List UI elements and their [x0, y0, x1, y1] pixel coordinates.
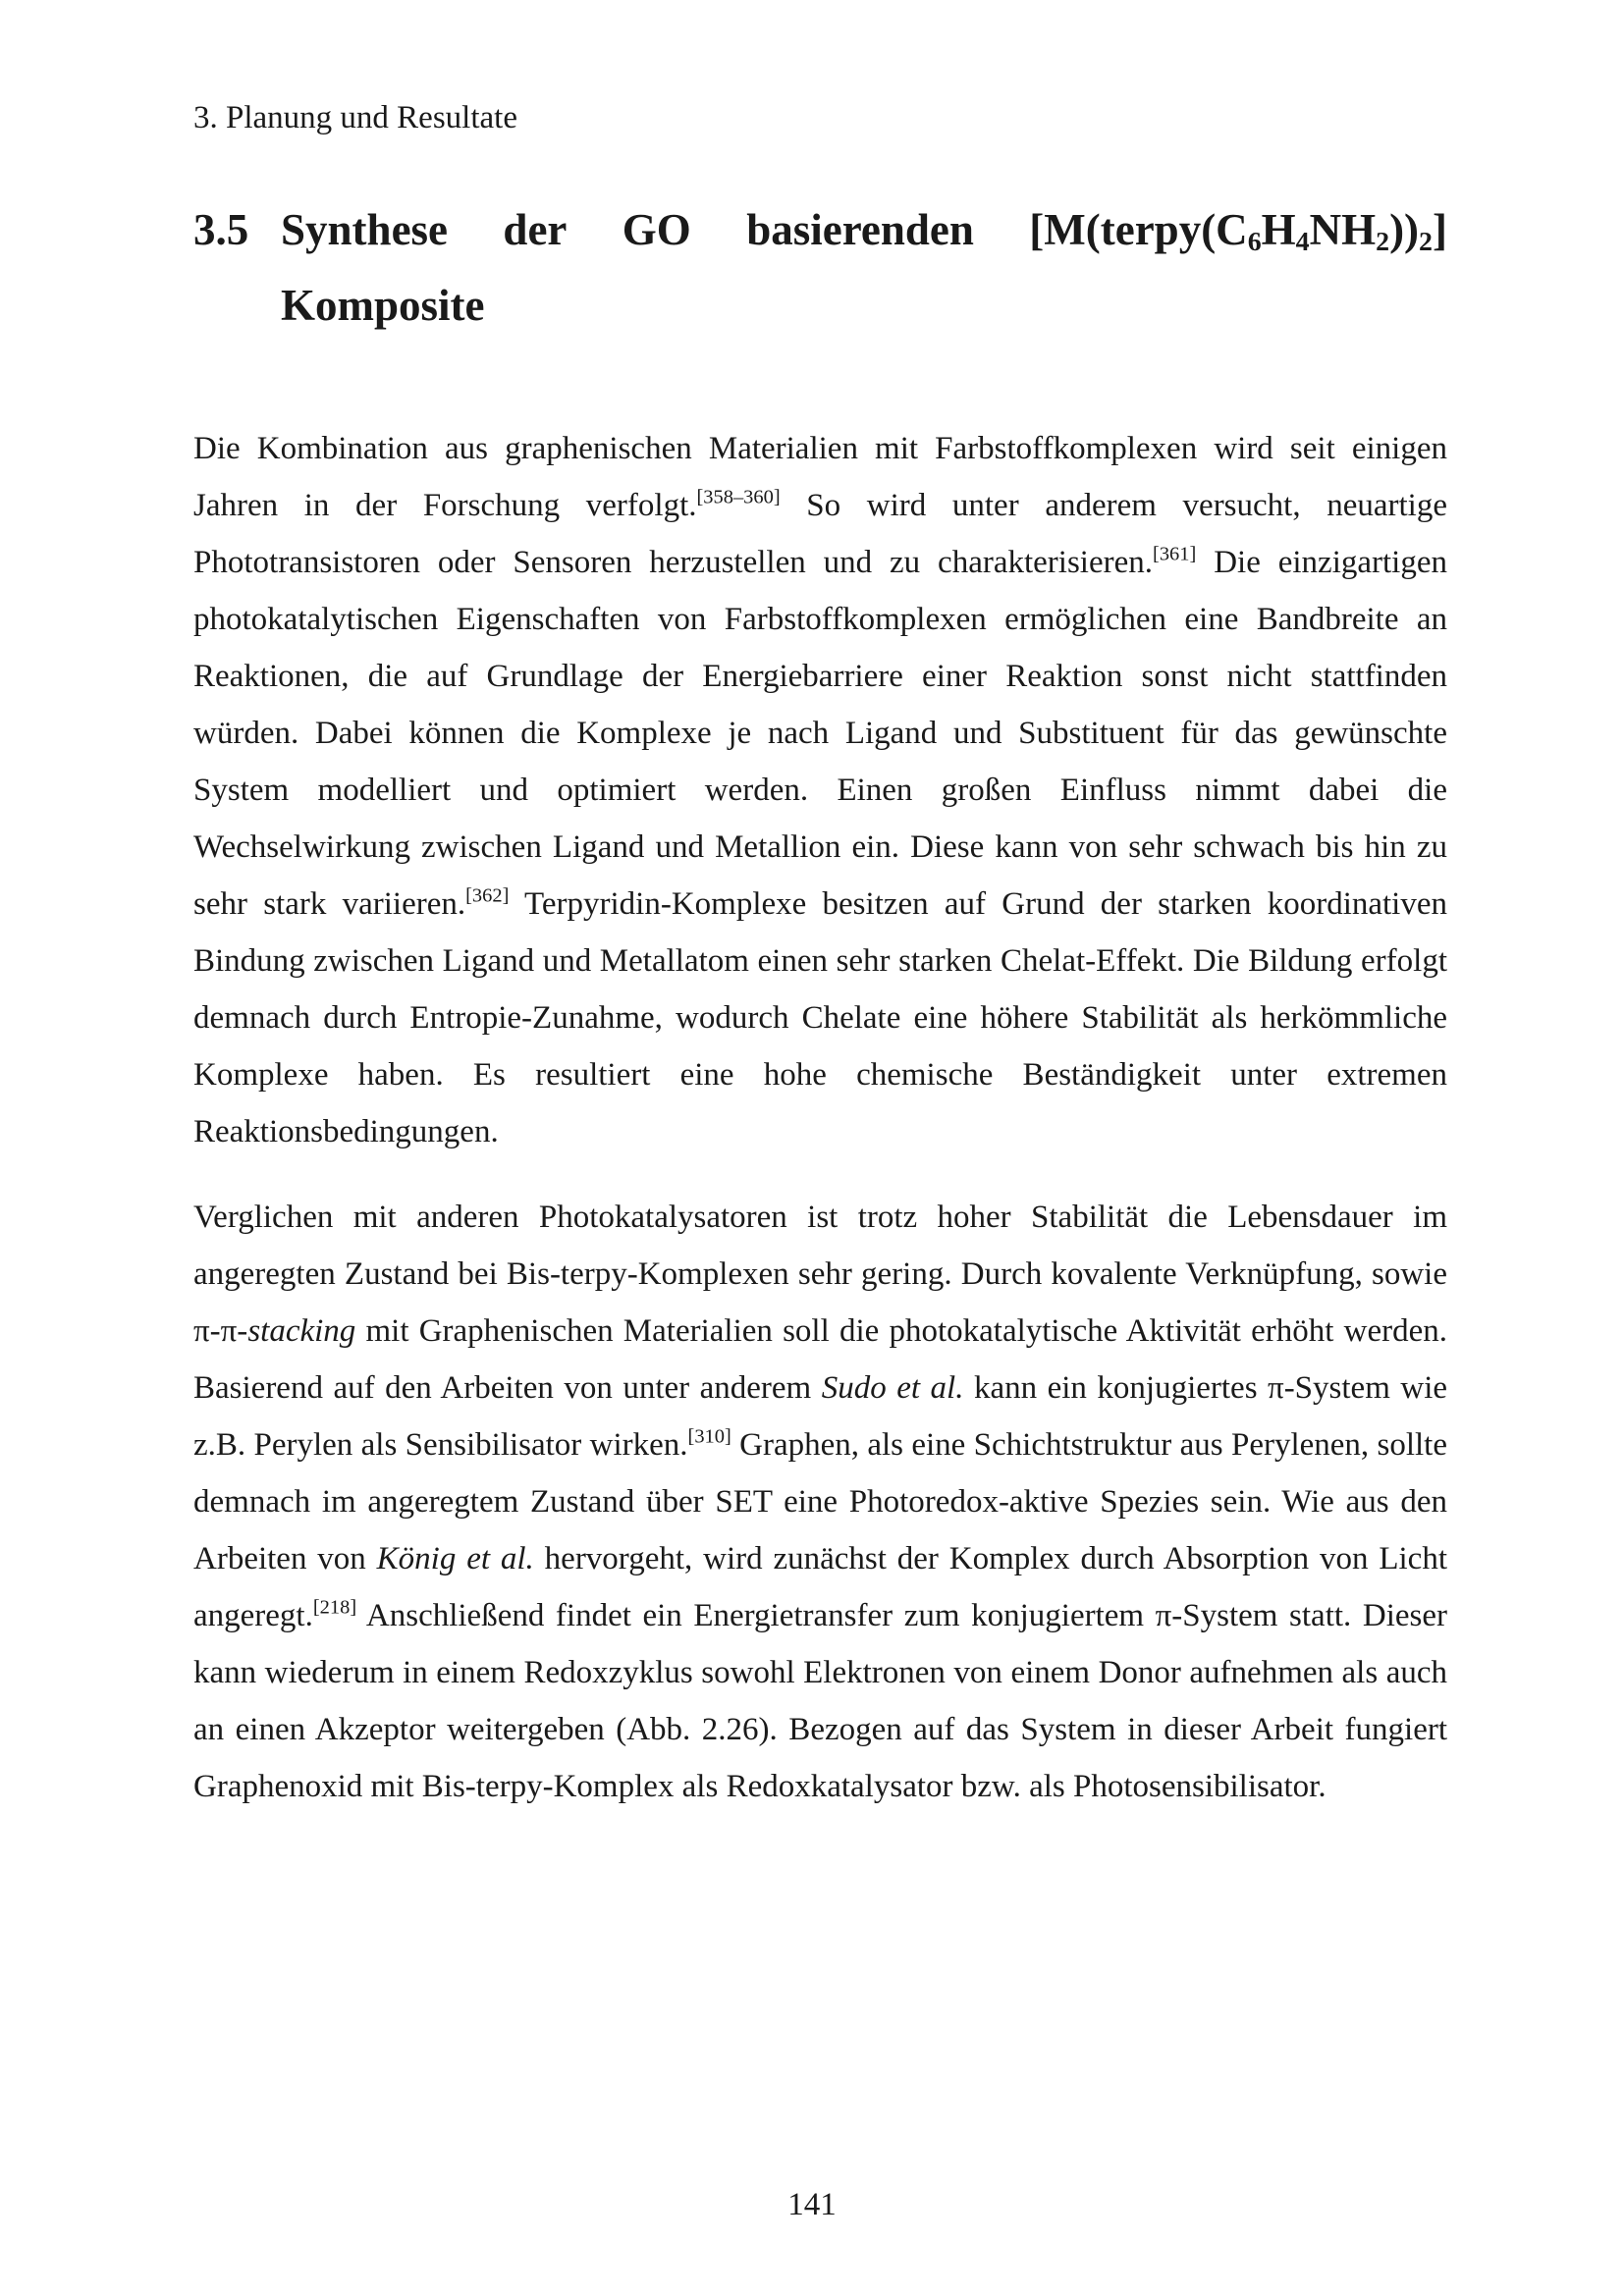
title-word: GO [622, 205, 691, 254]
section-number: 3.5 [193, 205, 249, 254]
citation: [310] [687, 1425, 731, 1448]
section-title-line-1 [281, 192, 1447, 268]
running-header: 3. Planung und Resultate [193, 100, 517, 135]
title-word: basierenden [746, 205, 974, 254]
citation: [362] [465, 884, 510, 907]
citation: [218] [312, 1596, 357, 1619]
author-reference: Sudo et al. [821, 1370, 964, 1406]
title-formula: $[M(terpy(C_6H_4NH_2))_2]$ [1029, 205, 1447, 258]
section-title-line-2: Komposite [281, 281, 485, 330]
italic-term: stacking [247, 1313, 356, 1349]
citation: [361] [1153, 543, 1197, 565]
body-paragraph-1: Die Kombination aus graphenischen Materialien mit Farbstoffkomplexen wird seit einigen Jahren in der Forschung verfolgt.[358–360] So wird unter anderem versucht, neuartige Phototransistoren oder Sensoren herzustellen und zu charakterisieren.[361] Die einzigartigen photokatalytischen Eigenschaften von Farbstoffkomplexen ermöglichen eine Bandbreite an Reaktionen, die auf Grundlage der Energiebarriere einer Reaktion sonst nicht stattfinden würden. Dabei können die Komplexe je nach Ligand und Substituent für das gewünschte System modelliert und optimiert werden. Einen großen Einfluss nimmt dabei die Wechselwirkung zwischen Ligand und Metallion ein. Diese kann von sehr schwach bis hin zu sehr stark variieren.[362] Terpyridin-Komplexe besitzen auf Grund der starken koordinativen Bindung zwischen Ligand und Metallatom einen sehr starken Chelat-Effekt. Die Bildung erfolgt demnach durch Entropie-Zunahme, wodurch Chelate eine höhere Stabilität als herkömmliche Komplexe haben. Es resultiert eine hohe chemische Beständigkeit unter extremen Reaktionsbedingungen. [193, 431, 1447, 1149]
citation: [358–360] [696, 486, 781, 508]
title-word: der [503, 205, 568, 254]
title-word: Synthese [281, 205, 449, 254]
body-paragraph-2: Verglichen mit anderen Photokatalysatoren ist trotz hoher Stabilität die Lebensdauer im angeregten Zustand bei Bis-terpy-Komplexen sehr gering. Durch kovalente Verknüpfung, sowie π-π-stacking mit Graphenischen Materialien soll die photokatalytische Aktivität erhöht werden. Basierend auf den Arbeiten von unter anderem Sudo et al. kann ein konjugiertes π-System wie z.B. Perylen als Sensibilisator wirken.[310] Graphen, als eine Schichtstruktur aus Perylenen, sollte demnach im angeregtem Zustand über SET eine Photoredox-aktive Spezies sein. Wie aus den Arbeiten von König et al. hervorgeht, wird zunächst der Komplex durch Absorption von Licht angeregt.[218] Anschließend findet ein Energietransfer zum konjugiertem π-System statt. Dieser kann wiederum in einem Redoxzyklus sowohl Elektronen von einem Donor aufnehmen als auch an einen Akzeptor weitergeben (Abb. 2.26). Bezogen auf das System in dieser Arbeit fungiert Graphenoxid mit Bis-terpy-Komplex als Redoxkatalysator bzw. als Photosensibilisator. [193, 1200, 1448, 1804]
page-number: 141 [787, 2187, 837, 2222]
author-reference: König et al. [376, 1541, 534, 1576]
